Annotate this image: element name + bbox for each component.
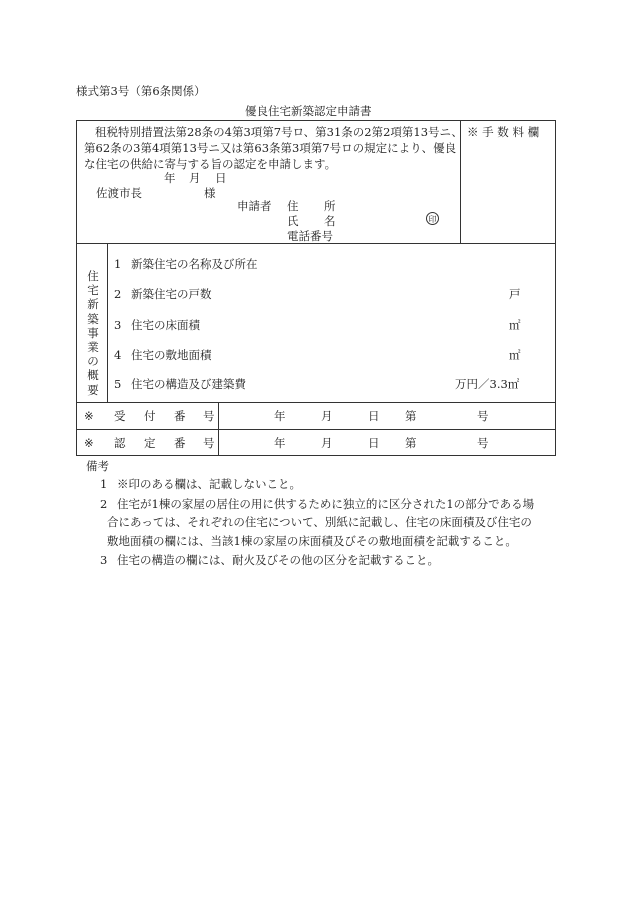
overview-item-number: 1 [114,257,122,271]
remarks-note-number: 2 [100,497,108,511]
reception-month: 月 [321,409,333,423]
applicant-address-label-b: 所 [324,199,336,213]
divider-fee-column [460,121,461,243]
overview-label-char: 住 [87,269,99,283]
reception-dai: 第 [405,409,417,423]
application-text-line2: 第62条の3第4項第13号ニ又は第63条第3項第7号ロの規定により、優良 [84,141,457,155]
overview-label-char: 業 [87,340,99,355]
overview-item-unit: ㎡ [509,318,521,332]
seal-mark: 印 [426,212,439,225]
date-day-label: 日 [215,171,227,185]
overview-label-char: 新 [87,297,99,312]
certification-label-char: 認 [114,436,126,450]
date-year-label: 年 [164,171,176,185]
applicant-name-label-a: 氏 [287,214,299,228]
overview-label-char: 宅 [87,283,99,298]
remarks-heading: 備考 [86,459,109,473]
application-text-line3: な住宅の供給に寄与する旨の認定を申請します。 [84,157,337,171]
divider-reception [77,429,555,430]
overview-label-char: 築 [87,311,99,326]
divider-application [77,243,555,244]
overview-vertical-label [86,269,100,397]
application-text-line1: 租税特別措置法第28条の4第3項第7号ロ、第31条の2第2項第13号ニ、 [95,125,463,139]
certification-label-char: 号 [203,436,215,450]
overview-item-unit: 万円／3.3㎡ [455,377,520,391]
fee-label: ※ 手 数 料 欄 [467,125,540,139]
overview-item-number: 2 [114,287,122,301]
addressee-name: 佐渡市長 [96,186,142,200]
certification-label-char: 定 [144,436,156,450]
reception-year: 年 [274,409,286,423]
certification-mark: ※ [84,436,94,450]
remarks-note2-line2: 合にあっては、それぞれの住宅について、別紙に記載し、住宅の床面積及び住宅の [107,515,532,529]
overview-item-label: 新築住宅の戸数 [131,287,212,301]
divider-overview-label [107,243,108,402]
certification-label-char: 番 [174,436,186,450]
remarks-note2-line1: 住宅が1棟の家屋の居住の用に供するために独立的に区分された1の部分である場 [117,497,535,511]
reception-label-char: 付 [144,409,156,423]
reception-label-char: 番 [174,409,186,423]
overview-item-label: 住宅の床面積 [131,318,200,332]
divider-number-column [218,402,219,456]
form-number: 様式第3号（第6条関係） [76,84,206,98]
certification-day: 日 [368,436,380,450]
overview-item-number: 4 [114,348,122,362]
certification-go: 号 [477,436,489,450]
applicant-address-label-a: 住 [287,199,299,213]
application-form-table [76,120,556,456]
overview-label-char: 要 [87,382,99,397]
form-title: 優良住宅新築認定申請書 [245,104,372,118]
remarks-note2-line3: 敷地面積の欄には、当該1棟の家屋の床面積及びその敷地面積を記載すること。 [107,534,517,548]
overview-item-label: 住宅の構造及び建築費 [131,377,246,391]
overview-item-number: 5 [114,377,122,391]
overview-item-unit: ㎡ [509,348,521,362]
certification-dai: 第 [405,436,417,450]
applicant-phone-label: 電話番号 [287,229,333,243]
applicant-name-label-b: 名 [324,214,336,228]
certification-year: 年 [274,436,286,450]
addressee-honorific: 様 [204,186,216,200]
certification-month: 月 [321,436,333,450]
reception-label-char: 号 [203,409,215,423]
overview-item-number: 3 [114,318,122,332]
remarks-note-number: 1 [100,477,108,491]
overview-item-label: 住宅の敷地面積 [131,348,212,362]
reception-mark: ※ [84,409,94,423]
reception-label-char: 受 [114,409,126,423]
date-month-label: 月 [189,171,201,185]
overview-item-label: 新築住宅の名称及び所在 [131,257,258,271]
overview-item-unit: 戸 [509,287,521,301]
reception-day: 日 [368,409,380,423]
divider-overview [77,402,555,403]
remarks-note3-text: 住宅の構造の欄には、耐火及びその他の区分を記載すること。 [117,553,439,567]
applicant-label: 申請者 [237,199,272,213]
remarks-note1-text: ※印のある欄は、記載しないこと。 [117,477,301,491]
reception-go: 号 [477,409,489,423]
overview-label-char: 概 [87,368,99,383]
overview-label-char: の [87,354,99,369]
overview-label-char: 事 [87,325,99,340]
remarks-note-number: 3 [100,553,108,567]
